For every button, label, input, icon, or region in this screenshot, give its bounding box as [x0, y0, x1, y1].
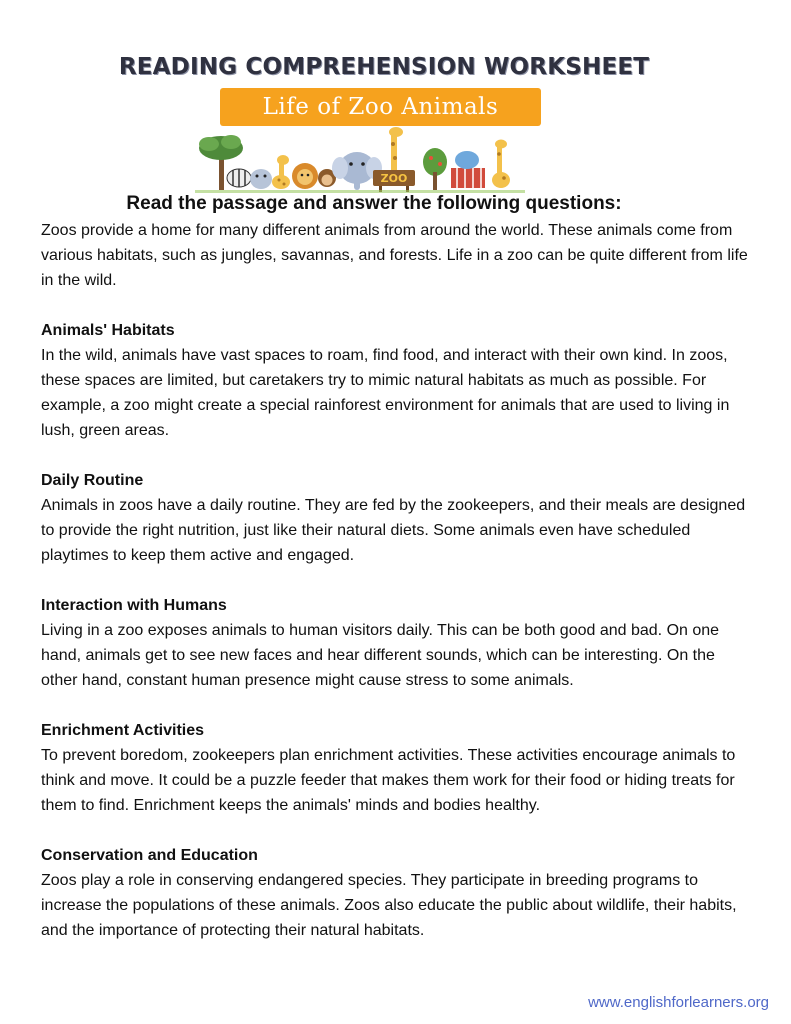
instruction-text: Read the passage and answer the following questions: [126, 193, 622, 214]
section-text-enrichment: To prevent boredom, zookeepers plan enrichment activities. These activities encourage animals to think and move. It could be a puzzle feeder that makes them work for their food or hiding treats for them to find. Enrichment keeps the animals' minds and bodies healthy. [41, 747, 736, 814]
tall-giraffe-icon [389, 127, 403, 174]
section-heading-conservation: Conservation and Education [41, 847, 258, 864]
passage [41, 218, 753, 943]
section-heading-enrichment: Enrichment Activities [41, 722, 205, 739]
section-text-conservation: Zoos play a role in conserving endangered species. They participate in breeding programs to increase the populations of these animals. Zoos also educate the public about wildlife, their habits, and the importance of protecting their natural habitats. [41, 872, 737, 939]
section-heading-habitats: Animals' Habitats [41, 322, 175, 339]
zebra-icon [227, 169, 251, 187]
zoo-sign-text: ZOO [380, 172, 408, 185]
section-text-interaction: Living in a zoo exposes animals to human visitors daily. This can be both good and bad. On one hand, animals get to see new faces and hear different sounds, which can be interesting. On the other hand, constant human presence might cause stress to some animals. [41, 622, 720, 689]
zoo-sign-icon [373, 170, 415, 192]
intro-paragraph: Zoos provide a home for many different animals from around the world. These animals come from various habitats, such as jungles, savannas, and forests. Life in a zoo can be quite different from life in the wild. [41, 222, 748, 289]
subtitle-banner [220, 88, 541, 126]
giraffe-icon [272, 155, 290, 189]
section-heading-interaction: Interaction with Humans [41, 597, 227, 614]
right-giraffe-icon [492, 140, 510, 189]
zoo-animals-illustration [195, 124, 525, 194]
section-text-daily-routine: Animals in zoos have a daily routine. They are fed by the zookeepers, and their meals are designed to provide the right nutrition, just like their natural diets. Some animals even have scheduled playtimes to keep them active and engaged. [41, 497, 746, 564]
worksheet-title: READING COMPREHENSION WORKSHEET [118, 54, 650, 80]
bush-icon [423, 148, 447, 190]
section-text-habitats: In the wild, animals have vast spaces to roam, find food, and interact with their own kind. In zoos, these spaces are limited, but caretakers try to mimic natural habitats as much as possible. For example, a zoo might create a special rainforest environment for animals that are used to living in lush, green areas. [41, 347, 730, 439]
footer-url[interactable]: www.englishforlearners.org [588, 994, 769, 1011]
section-heading-daily-routine: Daily Routine [41, 472, 144, 489]
subtitle-text: Life of Zoo Animals [262, 94, 499, 120]
lion-icon [292, 163, 318, 189]
hippo-icon [250, 169, 272, 189]
cage-icon [451, 151, 485, 188]
